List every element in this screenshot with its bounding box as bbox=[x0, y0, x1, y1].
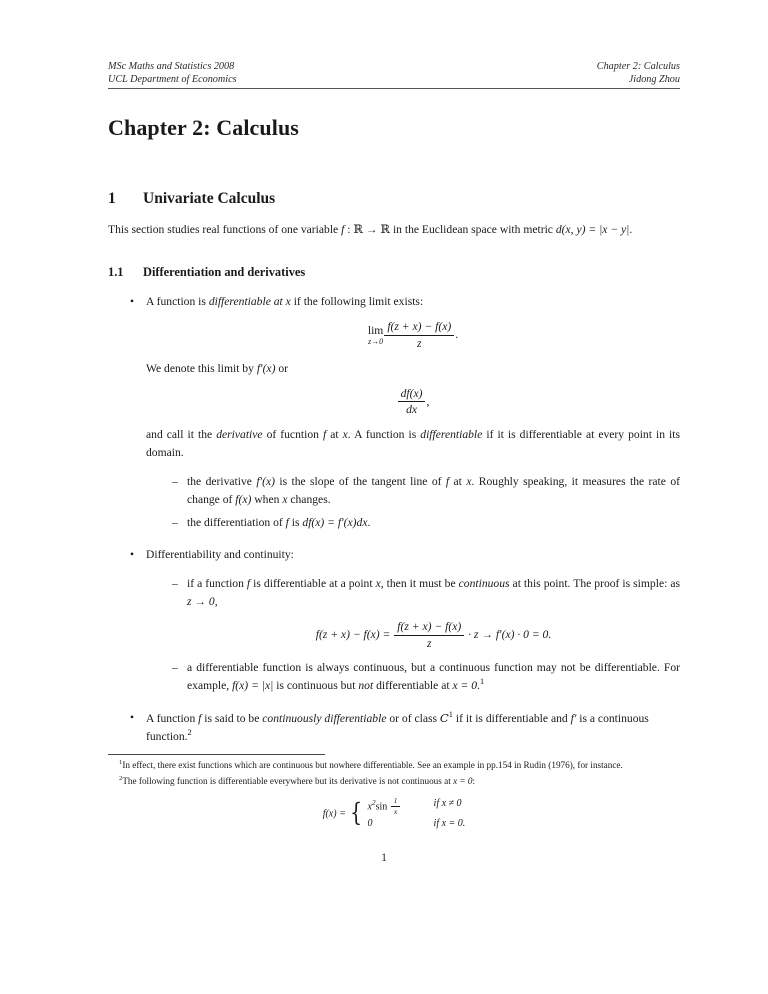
limit-denominator: z bbox=[417, 337, 422, 351]
b2sub1-text-d: at this point. The proof is simple: as bbox=[509, 577, 680, 591]
b3-class-symbol: C bbox=[439, 711, 449, 726]
piecewise-rows bbox=[368, 797, 466, 831]
left-brace-icon: { bbox=[350, 798, 363, 829]
b3-text-a: A function bbox=[146, 712, 199, 726]
b3-f-symbol: f bbox=[198, 712, 202, 726]
leibniz-denominator: dx bbox=[406, 403, 418, 417]
after-f-symbol: f bbox=[322, 428, 327, 442]
sub1-x-symbol: x bbox=[466, 475, 472, 489]
bullet3-paragraph bbox=[146, 712, 649, 743]
bullet1-lead-emphasis: differentiable at x bbox=[208, 295, 291, 309]
intro-colon: : bbox=[344, 223, 354, 237]
sub2-text-c: . bbox=[367, 516, 371, 530]
display-equation-limit-definition bbox=[146, 320, 680, 350]
list-item bbox=[130, 546, 680, 695]
page-title: Chapter 2: Calculus bbox=[108, 115, 299, 141]
section-number: 1 bbox=[108, 190, 116, 208]
sub1-fprime: f′(x) bbox=[256, 475, 275, 489]
footnote-2-marker: 2 bbox=[119, 774, 123, 782]
sub1-text-d: . Roughly speaking, it measures the rate of change of bbox=[187, 475, 680, 507]
b2sub1-text-e: , bbox=[214, 595, 218, 609]
running-head-left-department: UCL Department of Economics bbox=[108, 74, 237, 86]
running-head-rule bbox=[108, 88, 680, 89]
footnote-2-text-b: : bbox=[472, 775, 476, 786]
footnote-1 bbox=[108, 759, 680, 772]
b3-class-superscript: 1 bbox=[448, 710, 453, 720]
b3-text-c: or of class bbox=[386, 712, 440, 726]
bullet-marker-icon: • bbox=[130, 548, 135, 562]
sub2-differential-equation: df(x) = f′(x)dx bbox=[302, 516, 368, 530]
dash-marker-icon: – bbox=[172, 475, 178, 489]
limit-op-text: lim bbox=[367, 324, 384, 338]
sub2-text-b: is bbox=[288, 516, 303, 530]
bullet-marker-icon: • bbox=[130, 295, 135, 309]
intro-text-b: in the Euclidean space with metric bbox=[390, 223, 556, 237]
sub1-text-b: is the slope of the tangent line of bbox=[274, 475, 446, 489]
b2sub2-emphasis-not: not bbox=[358, 679, 374, 693]
sub1-text-a: the derivative bbox=[187, 475, 257, 489]
intro-function-symbol: f bbox=[341, 223, 345, 237]
bullet-marker-icon: • bbox=[130, 711, 135, 725]
b2sub1-z-to-zero: z → 0 bbox=[187, 595, 215, 609]
bullet2-lead: Differentiability and continuity: bbox=[146, 548, 294, 562]
list-item bbox=[130, 709, 680, 746]
subsection-heading-text: Differentiation and derivatives bbox=[143, 265, 306, 280]
running-head-left-course: MSc Maths and Statistics 2008 bbox=[108, 61, 235, 72]
footnote-2 bbox=[108, 775, 680, 788]
sub2-f-symbol: f bbox=[285, 516, 289, 530]
piecewise-row-1 bbox=[368, 797, 466, 817]
section-intro-paragraph bbox=[108, 220, 680, 239]
proof-numerator: f(z + x) − f(x) bbox=[394, 620, 464, 636]
running-head bbox=[108, 60, 680, 89]
top-level-bullet-list bbox=[108, 293, 680, 746]
pw1-sin: sin bbox=[375, 801, 388, 813]
leibniz-fraction bbox=[398, 387, 426, 417]
sub1-text-c: at bbox=[449, 475, 467, 489]
sub1-fx: f(x) bbox=[235, 493, 252, 507]
after-text-b: of fucntion bbox=[262, 428, 323, 442]
limit-operator bbox=[368, 325, 383, 345]
after-emphasis-derivative: derivative bbox=[216, 428, 263, 442]
b3-text-e: is a continuous function. bbox=[146, 712, 649, 744]
dash-marker-icon: – bbox=[172, 516, 178, 530]
b2sub1-f-symbol: f bbox=[246, 577, 251, 591]
b2sub1-text-b: is differentiable at a point bbox=[250, 577, 376, 591]
pw1-frac-den: x bbox=[393, 808, 398, 817]
list-item bbox=[172, 514, 680, 532]
footnote-reference-1[interactable]: 1 bbox=[479, 677, 485, 687]
b2sub1-text-a: if a function bbox=[187, 577, 247, 591]
piecewise-row-1-value bbox=[368, 797, 434, 817]
proof-lhs: f(z + x) − f(x) = bbox=[315, 627, 391, 641]
after-text-d: . A function is bbox=[347, 428, 421, 442]
b3-text-d: if it is differentiable and bbox=[452, 712, 571, 726]
piecewise-row-2 bbox=[368, 817, 466, 832]
footnote-separator-rule bbox=[108, 754, 325, 755]
proof-difference-quotient bbox=[394, 620, 464, 650]
after-text-a: and call it the bbox=[146, 428, 217, 442]
limit-difference-quotient bbox=[384, 320, 454, 350]
sub1-text-f: changes. bbox=[287, 493, 331, 507]
footnote-1-text: In effect, there exist functions which are continuous but nowhere differentiable. See an example in pp.154 in Rudin (1976), for instance. bbox=[122, 760, 623, 771]
piecewise-row-2-value: 0 bbox=[367, 817, 373, 829]
list-item bbox=[172, 659, 680, 695]
pw1-one-over-x bbox=[391, 797, 401, 817]
b3-fprime: f′ bbox=[570, 712, 577, 726]
sub-bullet-list bbox=[146, 575, 680, 695]
intro-metric-formula: d(x, y) = |x − y| bbox=[555, 223, 630, 237]
denote-fprime: f′(x) bbox=[256, 361, 276, 375]
footnote-2-x-equals-zero: x = 0 bbox=[453, 775, 473, 786]
dash-marker-icon: – bbox=[172, 577, 178, 591]
subsection-heading bbox=[108, 264, 680, 281]
limit-numerator: f(z + x) − f(x) bbox=[384, 320, 454, 336]
intro-period: . bbox=[629, 223, 633, 237]
limit-trailing-punctuation: . bbox=[455, 328, 459, 342]
b2sub2-text-d: . bbox=[477, 679, 480, 693]
b2sub1-emphasis-continuous: continuous bbox=[458, 577, 510, 591]
bullet1-lead-a: A function is bbox=[146, 295, 209, 309]
b2sub2-x-equals-zero: x = 0 bbox=[452, 679, 478, 693]
b2sub2-text-a: a differentiable function is always continuous, but a continuous function may not be differentiable. For example, bbox=[187, 661, 680, 693]
proof-denominator: z bbox=[426, 636, 432, 650]
intro-arrow: → bbox=[363, 223, 381, 237]
denote-text-a: We denote this limit by bbox=[146, 361, 257, 375]
bullet1-denote-line bbox=[146, 360, 680, 378]
bullet1-after-paragraph bbox=[146, 426, 680, 462]
display-equation-piecewise-function bbox=[108, 797, 680, 831]
b2sub1-x-symbol: x bbox=[375, 577, 381, 591]
after-text-c: at bbox=[326, 428, 343, 442]
page-number: 1 bbox=[381, 852, 387, 864]
list-item bbox=[172, 575, 680, 650]
pw1-frac-num: 1 bbox=[391, 797, 401, 807]
pw1-x: x bbox=[367, 801, 372, 813]
sub2-text-a: the differentiation of bbox=[187, 516, 286, 530]
section-heading bbox=[108, 189, 680, 209]
b3-emphasis-continuously-differentiable: continuously differentiable bbox=[262, 712, 387, 726]
leibniz-trailing-punctuation: , bbox=[426, 394, 430, 408]
intro-reals-codomain: ℝ bbox=[380, 222, 391, 237]
list-item bbox=[130, 293, 680, 532]
sub1-text-e: when bbox=[251, 493, 283, 507]
b2sub1-text-c: , then it must be bbox=[380, 577, 459, 591]
running-head-right-author: Jidong Zhou bbox=[628, 74, 680, 86]
piecewise-lhs: f(x) = bbox=[322, 808, 346, 820]
sub1-x-symbol-2: x bbox=[282, 493, 288, 507]
after-x-symbol: x bbox=[342, 428, 348, 442]
footnote-2-text-a: The following function is differentiable everywhere but its derivative is not continuous at bbox=[122, 775, 454, 786]
pw1-exponent: 2 bbox=[372, 798, 376, 807]
running-head-line-1 bbox=[108, 60, 680, 73]
list-item bbox=[172, 473, 680, 509]
b2sub2-text-b: is continuous but bbox=[273, 679, 359, 693]
intro-reals-domain: ℝ bbox=[353, 222, 364, 237]
page-content bbox=[108, 60, 680, 840]
sub1-f-symbol: f bbox=[445, 475, 450, 489]
bullet1-lead-b: if the following limit exists: bbox=[290, 295, 424, 309]
denote-text-b: or bbox=[275, 361, 288, 375]
b2sub2-text-c: differentiable at bbox=[373, 679, 453, 693]
limit-subscript: z→0 bbox=[368, 336, 384, 346]
display-equation-leibniz-notation bbox=[146, 387, 680, 417]
b3-text-b: is said to be bbox=[201, 712, 263, 726]
section-heading-text: Univariate Calculus bbox=[143, 190, 276, 208]
sub-bullet-list bbox=[146, 473, 680, 532]
after-text-e: if it is differentiable at every point in its domain. bbox=[146, 428, 680, 460]
footnote-reference-2[interactable]: 2 bbox=[187, 728, 192, 738]
running-head-line-2 bbox=[108, 73, 680, 86]
footnote-area bbox=[108, 759, 680, 831]
display-equation-continuity-proof bbox=[187, 620, 680, 650]
piecewise-row-1-condition: if x ≠ 0 bbox=[433, 797, 462, 809]
running-head-right-chapter: Chapter 2: Calculus bbox=[596, 61, 680, 72]
piecewise-body bbox=[348, 797, 465, 831]
leibniz-numerator: df(x) bbox=[398, 387, 426, 403]
b2sub2-absolute-value-function: f(x) = |x| bbox=[232, 679, 274, 693]
after-emphasis-differentiable: differentiable bbox=[420, 428, 483, 442]
intro-text-a: This section studies real functions of one variable bbox=[108, 223, 342, 237]
footnote-1-marker: 1 bbox=[119, 759, 123, 767]
piecewise-row-2-condition: if x = 0. bbox=[433, 817, 466, 829]
dash-marker-icon: – bbox=[172, 661, 178, 675]
subsection-number: 1.1 bbox=[108, 265, 124, 280]
proof-rhs: · z → f′(x) · 0 = 0. bbox=[468, 627, 552, 641]
